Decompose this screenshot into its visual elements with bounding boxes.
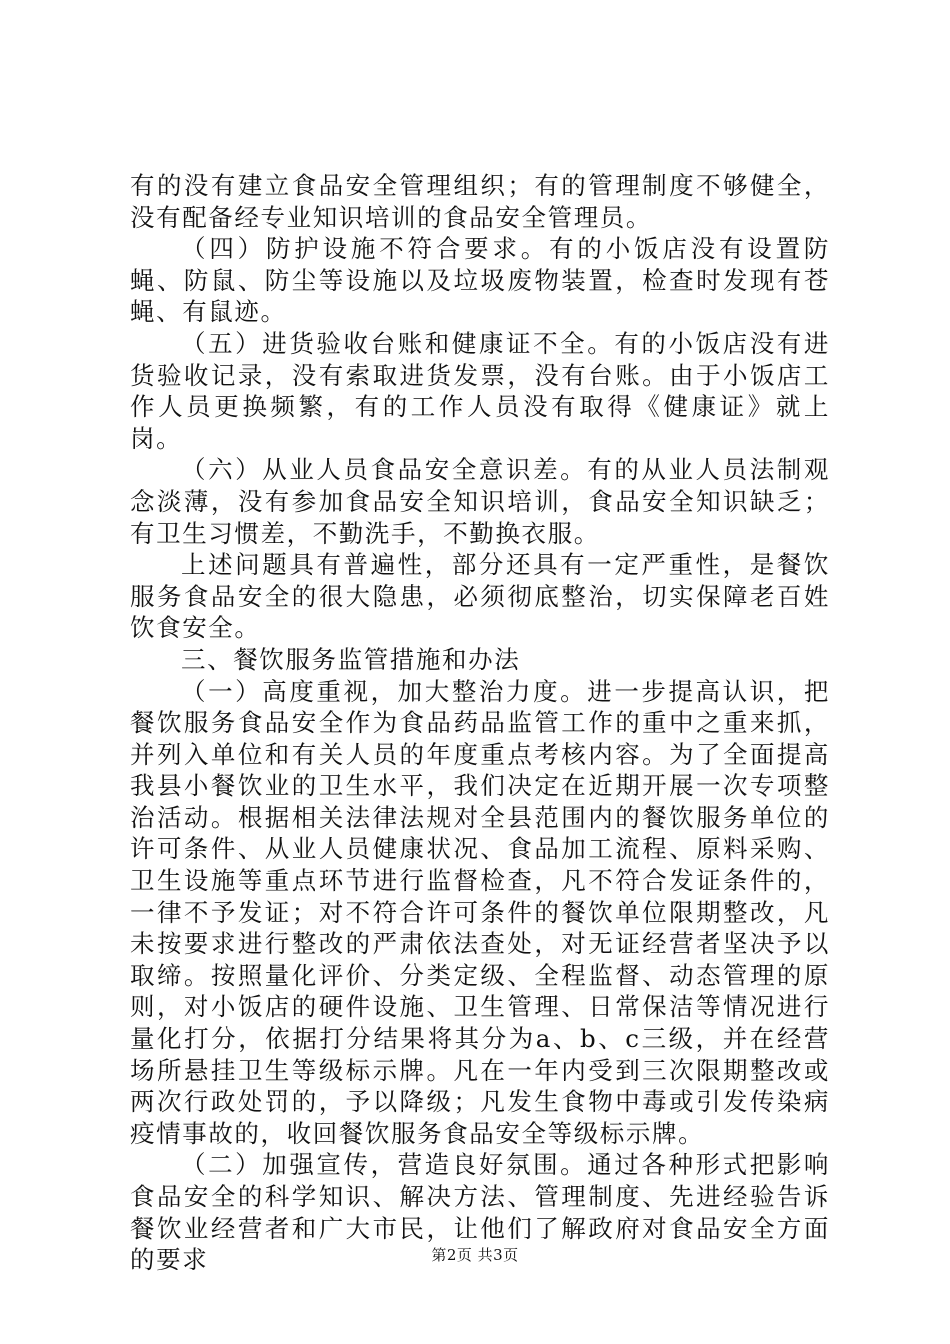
paragraph-6: （一）高度重视，加大整治力度。进一步提高认识，把餐饮服务食品安全作为食品药品监管工作的重中之重来抓，并列入单位和有关人员的年度重点考核内容。为了全面提高我县小餐饮业的卫生水平，我们决定在近期开展一次专项整治活动。根据相关法律法规对全县范围内的餐饮服务单位的许可条件、从业人员健康状况、食品加工流程、原料采购、卫生设施等重点环节进行监督检查，凡不符合发证条件的，一律不予发证；对不符合许可条件的餐饮单位限期整改，凡未按要求进行整改的严肃依法查处，对无证经营者坚决予以取缔。按照量化评价、分类定级、全程监督、动态管理的原则，对小饭店的硬件设施、卫生管理、日常保洁等情况进行量化打分，依据打分结果将其分为a、b、c三级，并在经营场所悬挂卫生等级标示牌。凡在一年内受到三次限期整改或两次行政处罚的，予以降级；凡发生食物中毒或引发传染病疫情事故的，收回餐饮服务食品安全等级标示牌。	[130, 676, 830, 1148]
paragraph-5: 上述问题具有普遍性，部分还具有一定严重性，是餐饮服务食品安全的很大隐患，必须彻底整治，切实保障老百姓饮食安全。	[130, 550, 830, 643]
paragraph-2: （四）防护设施不符合要求。有的小饭店没有设置防蝇、防鼠、防尘等设施以及垃圾废物装置，检查时发现有苍蝇、有鼠迹。	[130, 234, 830, 327]
section-heading: 三、餐饮服务监管措施和办法	[181, 644, 521, 674]
paragraph-3: （五）进货验收台账和健康证不全。有的小饭店没有进货验收记录，没有索取进货发票，没有台账。由于小饭店工作人员更换频繁，有的工作人员没有取得《健康证》就上岗。	[130, 328, 830, 453]
paragraph-7: （二）加强宣传，营造良好氛围。通过各种形式把影响食品安全的科学知识、解决方法、管理制度、先进经验告诉餐饮业经营者和广大市民，让他们了解政府对食品安全方面的要求	[130, 1150, 830, 1275]
page-footer: 第2页 共3页	[431, 1246, 519, 1264]
document-body	[130, 170, 830, 1276]
paragraph-1: 有的没有建立食品安全管理组织；有的管理制度不够健全，没有配备经专业知识培训的食品安全管理员。	[130, 171, 830, 232]
paragraph-4: （六）从业人员食品安全意识差。有的从业人员法制观念淡薄，没有参加食品安全知识培训，食品安全知识缺乏；有卫生习惯差，不勤洗手，不勤换衣服。	[130, 455, 830, 548]
